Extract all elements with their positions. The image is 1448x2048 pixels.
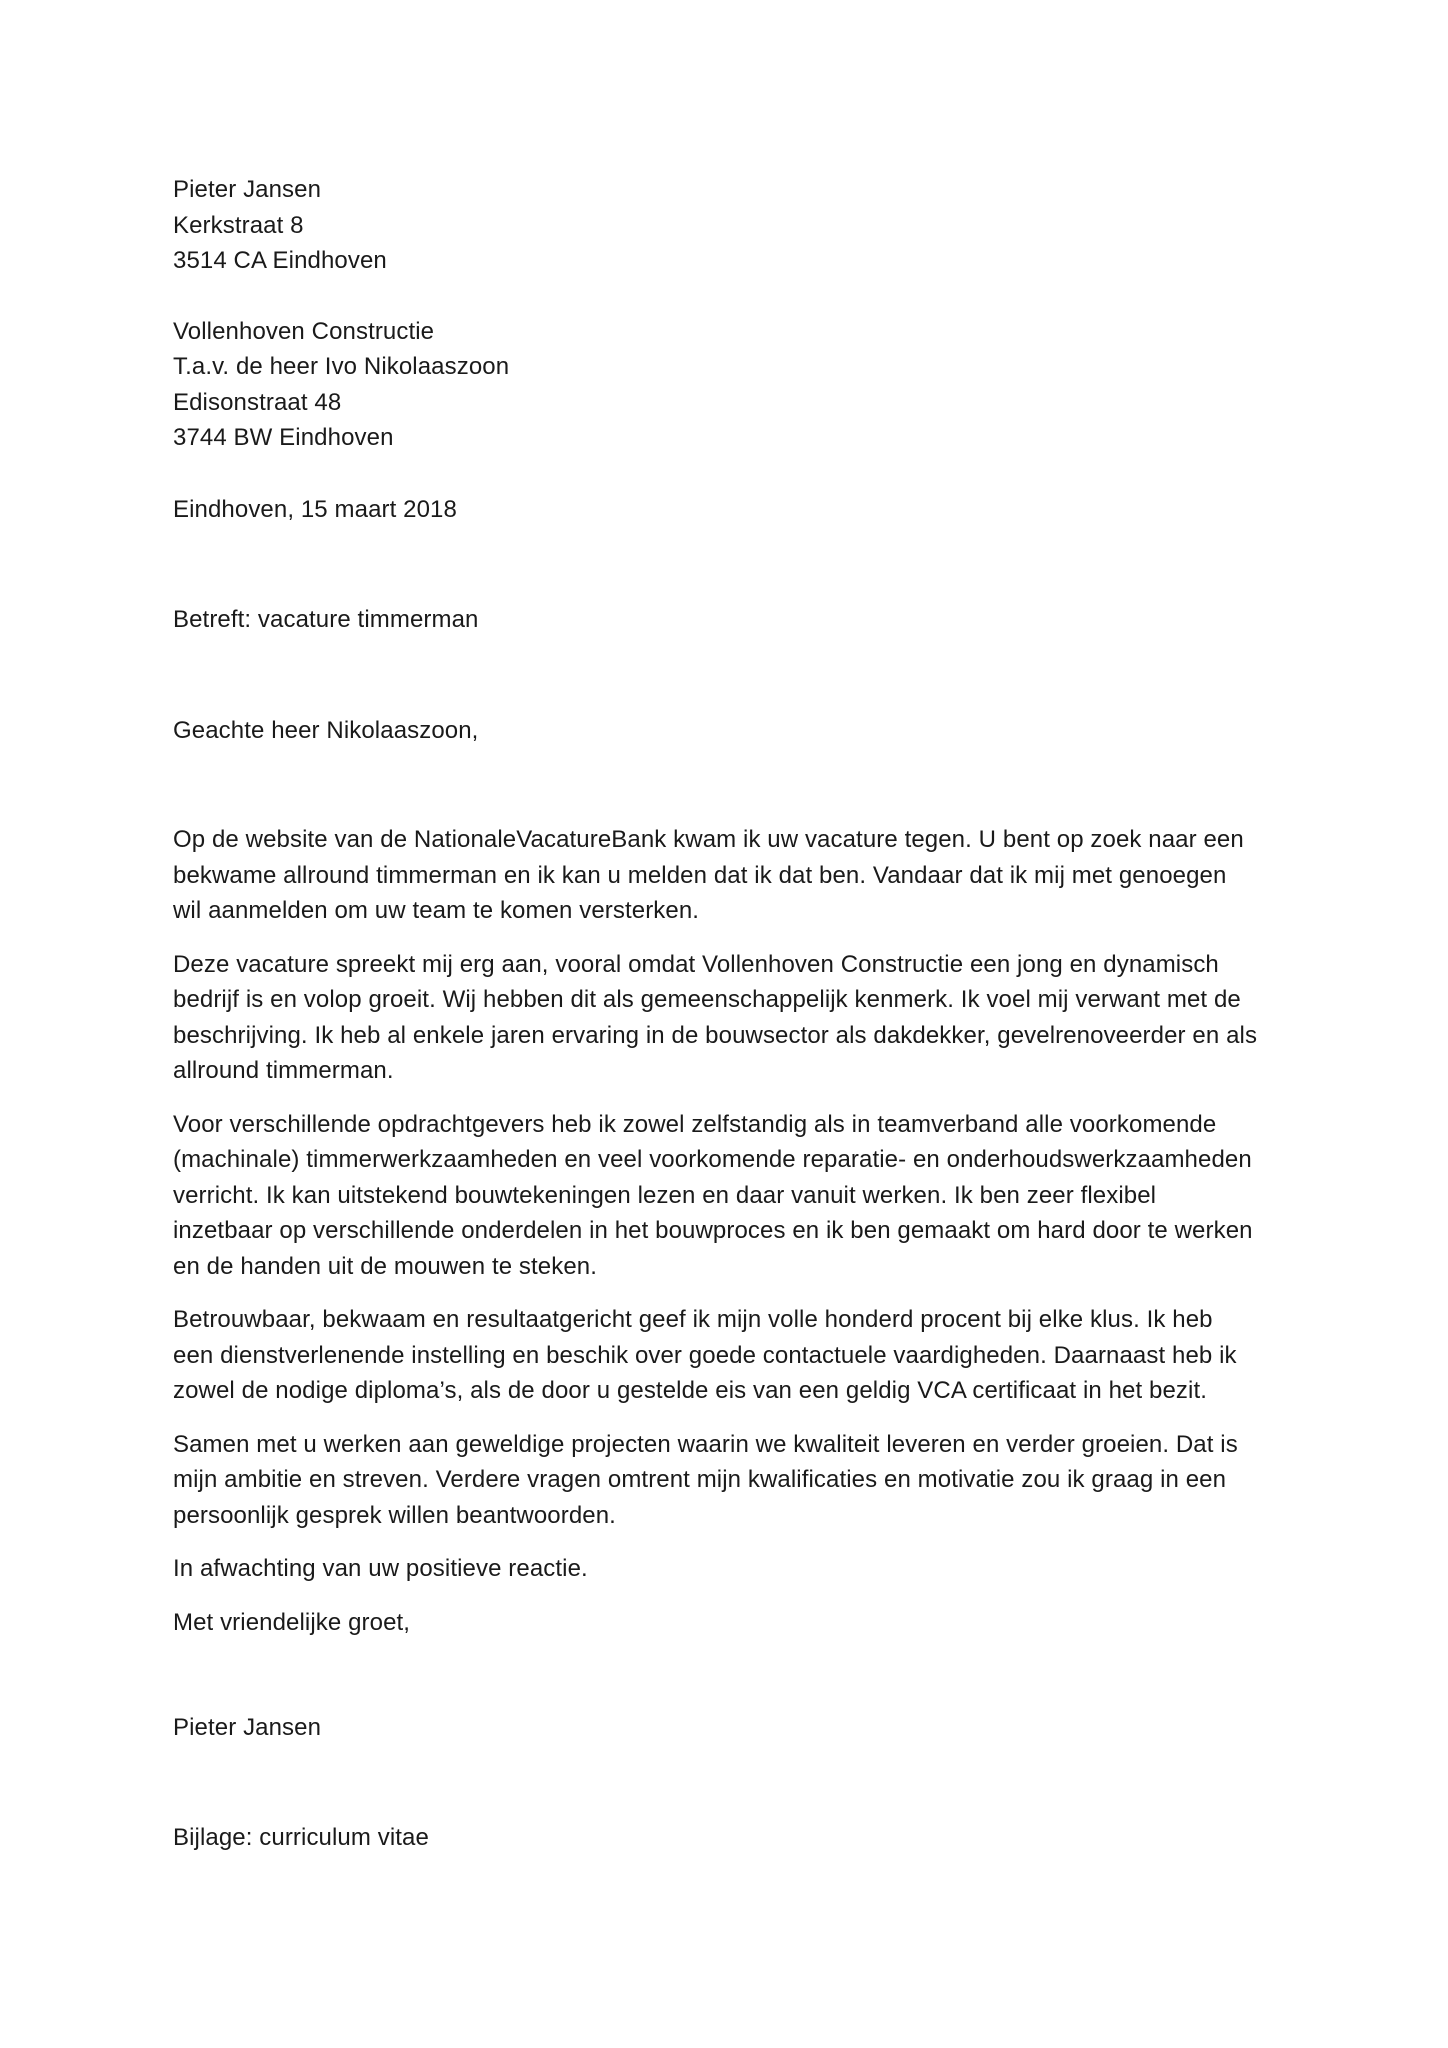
- closing-greeting: Met vriendelijke groet,: [173, 1608, 411, 1636]
- paragraph-line: bedrijf is en volop groeit. Wij hebben dit als gemeenschappelijk kenmerk. Ik voel mij verwant met de: [173, 986, 1241, 1013]
- paragraph-line: wil aanmelden om uw team te komen versterken.: [173, 897, 700, 924]
- paragraph-line: mijn ambitie en streven. Verdere vragen omtrent mijn kwalificaties en motivatie zou ik graag in een: [173, 1466, 1227, 1493]
- paragraph-4: [173, 1302, 1303, 1409]
- letter-body: [173, 172, 1303, 1855]
- sender-name: Pieter Jansen: [173, 176, 322, 203]
- paragraph-line: Op de website van de NationaleVacatureBank kwam ik uw vacature tegen. U bent op zoek naar een: [173, 826, 1244, 853]
- paragraph-line: bekwame allround timmerman en ik kan u melden dat ik dat ben. Vandaar dat ik mij met genoegen: [173, 861, 1227, 889]
- closing-line: In afwachting van uw positieve reactie.: [173, 1555, 588, 1582]
- paragraph-line: Voor verschillende opdrachtgevers heb ik zowel zelfstandig als in teamverband alle voorkomende: [173, 1110, 1217, 1138]
- paragraph-2: [173, 947, 1303, 1089]
- sender-city: 3514 CA Eindhoven: [173, 247, 387, 274]
- letter-salutation: Geachte heer Nikolaaszoon,: [173, 716, 479, 744]
- letter-date: Eindhoven, 15 maart 2018: [173, 495, 457, 523]
- paragraph-line: zowel de nodige diploma’s, als de door u gestelde eis van een geldig VCA certificaat in het bezit.: [173, 1377, 1207, 1404]
- paragraph-5: [173, 1427, 1303, 1534]
- recipient-street: Edisonstraat 48: [173, 388, 342, 416]
- paragraph-line: verricht. Ik kan uitstekend bouwtekeningen lezen en daar vanuit werken. Ik ben zeer flexibel: [173, 1181, 1157, 1209]
- recipient-city: 3744 BW Eindhoven: [173, 424, 394, 451]
- attachment-note: Bijlage: curriculum vitae: [173, 1823, 429, 1851]
- recipient-address: [173, 314, 1303, 456]
- paragraph-line: inzetbaar op verschillende onderdelen in het bouwproces en ik ben gemaakt om hard door te werken: [173, 1217, 1253, 1244]
- letter-subject: Betreft: vacature timmerman: [173, 606, 479, 633]
- paragraph-line: Deze vacature spreekt mij erg aan, vooral omdat Vollenhoven Constructie een jong en dynamisch: [173, 950, 1219, 978]
- paragraph-line: allround timmerman.: [173, 1057, 394, 1084]
- recipient-company: Vollenhoven Constructie: [173, 317, 435, 345]
- recipient-attention: T.a.v. de heer Ivo Nikolaaszoon: [173, 353, 510, 380]
- paragraph-1: [173, 822, 1303, 929]
- paragraph-3: [173, 1107, 1303, 1285]
- paragraph-line: persoonlijk gesprek willen beantwoorden.: [173, 1501, 616, 1529]
- sender-address: [173, 172, 1303, 279]
- paragraph-line: een dienstverlenende instelling en beschik over goede contactuele vaardigheden. Daarnaast heb ik: [173, 1341, 1237, 1369]
- paragraph-line: beschrijving. Ik heb al enkele jaren ervaring in de bouwsector als dakdekker, gevelrenoveerder en als: [173, 1021, 1258, 1049]
- paragraph-line: Samen met u werken aan geweldige projecten waarin we kwaliteit leveren en verder groeien. Dat is: [173, 1430, 1238, 1458]
- signature-name: Pieter Jansen: [173, 1714, 322, 1741]
- paragraph-line: (machinale) timmerwerkzaamheden en veel voorkomende reparatie- en onderhoudswerkzaamheden: [173, 1146, 1252, 1173]
- sender-street: Kerkstraat 8: [173, 211, 304, 239]
- paragraph-line: en de handen uit de mouwen te steken.: [173, 1252, 598, 1280]
- paragraph-line: Betrouwbaar, bekwaam en resultaatgericht geef ik mijn volle honderd procent bij elke klus. Ik heb: [173, 1306, 1213, 1333]
